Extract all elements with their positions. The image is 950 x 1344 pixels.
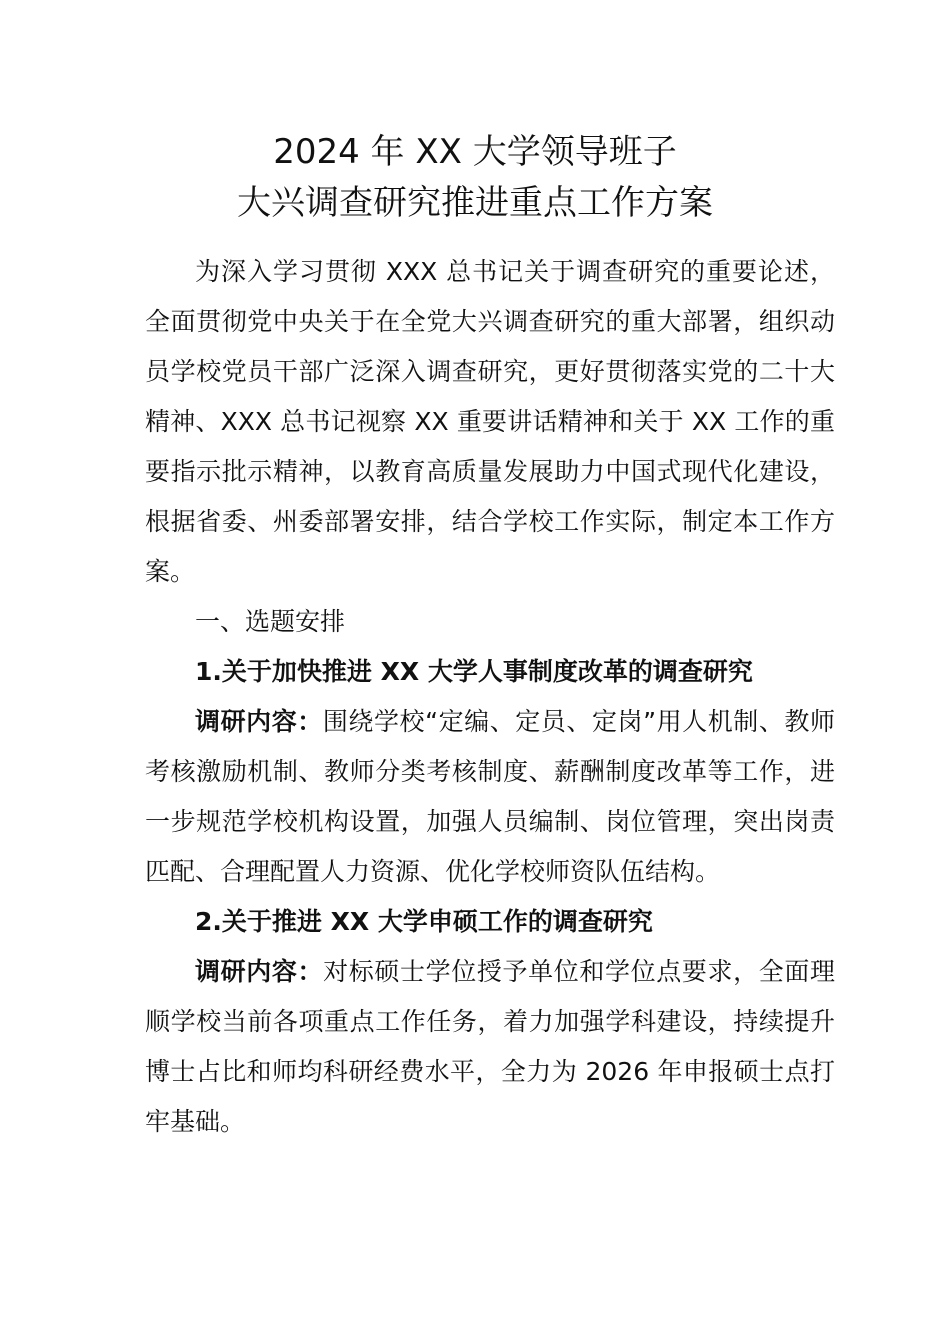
- topic-1-content-paragraph: [145, 697, 835, 897]
- intro-paragraph: 为深入学习贯彻 XXX 总书记关于调查研究的重要论述，全面贯彻党中央关于在全党大兴调查研究的重大部署，组织动员学校党员干部广泛深入调查研究，更好贯彻落实党的二十大精神、XXX 总书记视察 XX 重要讲话精神和关于 XX 工作的重要指示批示精神，以教育高质量发展助力中国式现代化建设，根据省委、州委部署安排，结合学校工作实际，制定本工作方案。: [145, 257, 835, 586]
- topic-2-content-label: 调研内容：: [195, 957, 324, 986]
- section-heading-topics: 一、选题安排: [195, 607, 346, 636]
- topic-1-heading: 1.关于加快推进 XX 大学人事制度改革的调查研究: [195, 657, 753, 686]
- topic-2-content-paragraph: [145, 947, 835, 1147]
- topic-1-content-label: 调研内容：: [195, 707, 323, 736]
- topic-2-heading: 2.关于推进 XX 大学申硕工作的调查研究: [195, 907, 653, 936]
- document-body: [145, 247, 835, 1147]
- topic-1-content-text: 围绕学校“定编、定员、定岗”用人机制、教师考核激励机制、教师分类考核制度、薪酬制度改革等工作，进一步规范学校机构设置，加强人员编制、岗位管理，突出岗责匹配、合理配置人力资源、优化学校师资队伍结构。: [145, 707, 835, 886]
- document-title-line-2: 大兴调查研究推进重点工作方案: [237, 183, 713, 223]
- document-title-line-1: 2024 年 XX 大学领导班子: [273, 132, 677, 172]
- topic-2-content-text: 对标硕士学位授予单位和学位点要求，全面理顺学校当前各项重点工作任务，着力加强学科建设，持续提升博士占比和师均科研经费水平，全力为 2026 年申报硕士点打牢基础。: [145, 957, 835, 1136]
